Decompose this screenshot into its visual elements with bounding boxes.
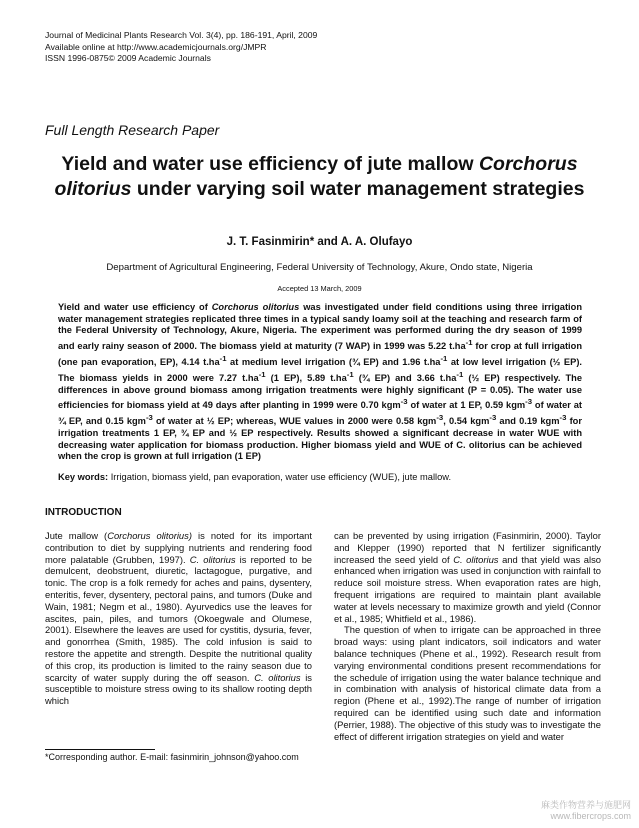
right-column: [334, 530, 601, 742]
abstract-text: (1 EP), 5.89 t.ha: [265, 372, 347, 383]
journal-issn: ISSN 1996-0875© 2009 Academic Journals: [45, 53, 211, 64]
species-name: C. olitorius: [453, 553, 499, 565]
abstract-text: for irrigation treatments 1 EP, ¾ EP and ½ EP respectively. Results showed a significant decrease in water WUE with decreasing water application for biomass production. Higher biomass yield and WUE of C. olitorius can be achieved when the crop is grown at full irrigation (1 EP): [58, 416, 582, 462]
abstract-text: , 0.54 kgm: [443, 416, 490, 427]
abstract-text: of water at ¾ EP, and 0.15 kgm: [58, 400, 582, 427]
abstract-text: (½ EP) respectively. The differences in above ground biomass among irrigation treatments were highly significant (P = 0.05). The water use efficiencies for biomass yield at 49 days after planting in 1999 were 0.70 kgm: [58, 372, 582, 411]
superscript: -3: [145, 413, 153, 422]
superscript: -3: [559, 413, 567, 422]
body-text: is reported to be demulcent, deobstruent, diuretic, lactagogue, purgative, and tonic. The crop is a folk remedy for aches and pains, dysentery, enteritis, fever, dysentery, pectoral pains, and tumors (Duke and Wain, 1981; Negm et al., 1980). Ayurvedics use the leaves for ascites, pain, piles, and tumors (Okoegwale and Olumese, 2001). Elsewhere the leaves are used for cystitis, dysuria, fever, and gonorrhea (Smith, 1985). The cold infusion is said to restore the appetite and strength. Despite the nutritional quality of this crop, its production is limited to the rainy season due to scarcity of water supply during the off season.: [45, 553, 312, 683]
keywords-label: Key words:: [58, 472, 109, 482]
footnote-divider: [45, 749, 155, 750]
abstract-text: of water at ½ EP; whereas, WUE values in 2000 were 0.58 kgm: [152, 416, 437, 427]
superscript: -1: [456, 369, 464, 379]
watermark-line: 麻类作物营养与施肥网: [540, 800, 631, 810]
species-name: C. olitorius: [254, 671, 301, 683]
footnote: *Corresponding author. E-mail: fasinmirin_johnson@yahoo.com: [45, 752, 299, 762]
paper-title: [45, 152, 594, 202]
abstract-species: Corchorus olitorius: [211, 302, 300, 312]
watermark: [501, 800, 631, 822]
authors: J. T. Fasinmirin* and A. A. Olufayo: [226, 236, 413, 248]
journal-url: Available online at http://www.academicjournals.org/JMPR: [45, 41, 267, 52]
accepted-date: Accepted 13 March, 2009: [277, 284, 362, 293]
title-species: Corchorus olitorius: [54, 153, 578, 200]
body-text: Jute mallow (: [45, 530, 108, 541]
superscript: -1: [258, 369, 266, 379]
superscript: -3: [525, 397, 533, 407]
superscript: -1: [346, 369, 354, 379]
abstract: [58, 302, 582, 463]
body-text: can be prevented by using irrigation (Fasinmirin, 2000). Taylor and Klepper (1990) reported that N fertilizer significantly increased the seed yield of: [334, 530, 601, 565]
superscript: -1: [465, 338, 473, 348]
journal-header: [45, 30, 317, 65]
superscript: -3: [489, 413, 497, 422]
watermark-line: www.fibercrops.com: [550, 811, 631, 821]
abstract-text: (¾ EP) and 3.66 t.ha: [353, 372, 457, 383]
body-text: is susceptible to moisture stress owing to its shallow rooting depth which: [45, 671, 312, 707]
paragraph: [45, 530, 312, 707]
abstract-text: at low level irrigation (½ EP). The biomass yields in 2000 were 7.27 t.ha: [58, 357, 583, 383]
title-text-1: Yield and water use efficiency of jute mallow: [61, 153, 479, 175]
paper-type: Full Length Research Paper: [45, 122, 220, 138]
keywords: [58, 472, 582, 484]
paragraph: [334, 530, 601, 624]
abstract-text: of water at 1 EP, 0.59 kgm: [407, 400, 526, 411]
title-text-2: under varying soil water management strategies: [131, 178, 585, 200]
section-heading-introduction: INTRODUCTION: [45, 507, 122, 518]
species-name: Corchorus olitorius): [107, 530, 192, 541]
paragraph: The question of when to irrigate can be approached in three broad ways: using plant indicators, soil indicators and water balance techniques (Phene et al., 1992). Research result from varying environmental conditions present recommendations for the schedule of irrigation using the water balance technique and in combination with analysis of historical climate data from a region (Phene et al., 1992).The range of number of irrigation required can be identified using such date and information (Perrier, 1988). The objective of this study was to investigate the effect of different irrigation strategies on yield and water: [334, 624, 601, 742]
superscript: -3: [400, 397, 408, 407]
abstract-text: and 0.19 kgm: [496, 416, 560, 427]
keywords-text: Irrigation, biomass yield, pan evaporation, water use efficiency (WUE), jute mallow.: [108, 472, 452, 482]
abstract-text: Yield and water use efficiency of: [58, 302, 212, 312]
superscript: -1: [440, 353, 448, 363]
left-column: [45, 530, 312, 707]
superscript: -1: [219, 353, 227, 363]
species-name: C. olitorius: [189, 553, 236, 565]
abstract-text: at medium level irrigation (¾ EP) and 1.96 t.ha: [226, 357, 441, 367]
superscript: -3: [436, 413, 444, 422]
journal-citation: Journal of Medicinal Plants Research Vol. 3(4), pp. 186-191, April, 2009: [45, 30, 318, 40]
abstract-text: for crop at full irrigation (one pan evaporation, EP), 4.14 t.ha: [58, 341, 583, 367]
affiliation: Department of Agricultural Engineering, Federal University of Technology, Akure, Ondo state, Nigeria: [106, 262, 533, 273]
body-text: and that yield was also enhanced when irrigation was used in conjunction with rainfall to reduce soil moisture stress. When evaporation rates are high, frequent irrigations are required to maintain plant available water at levels necessary to maximize growth and yield (Connor et al., 1985; Whitfield et al., 1986).: [334, 553, 601, 624]
body-text: is noted for its important contribution to diet by supplying nutrients and rendering food more palatable (Grubben, 1997).: [45, 530, 312, 565]
abstract-text: was investigated under field conditions using three irrigation water management strategies replicated three times in a typical sandy loamy soil at the teaching and research farm of the Federal University of Technology, Akure, Nigeria. The experiment was performed during the dry season of 1999 and early rainy season of 2000. The biomass yield at maturity (7 WAP) in 1999 was 5.22 t.ha: [58, 302, 582, 352]
